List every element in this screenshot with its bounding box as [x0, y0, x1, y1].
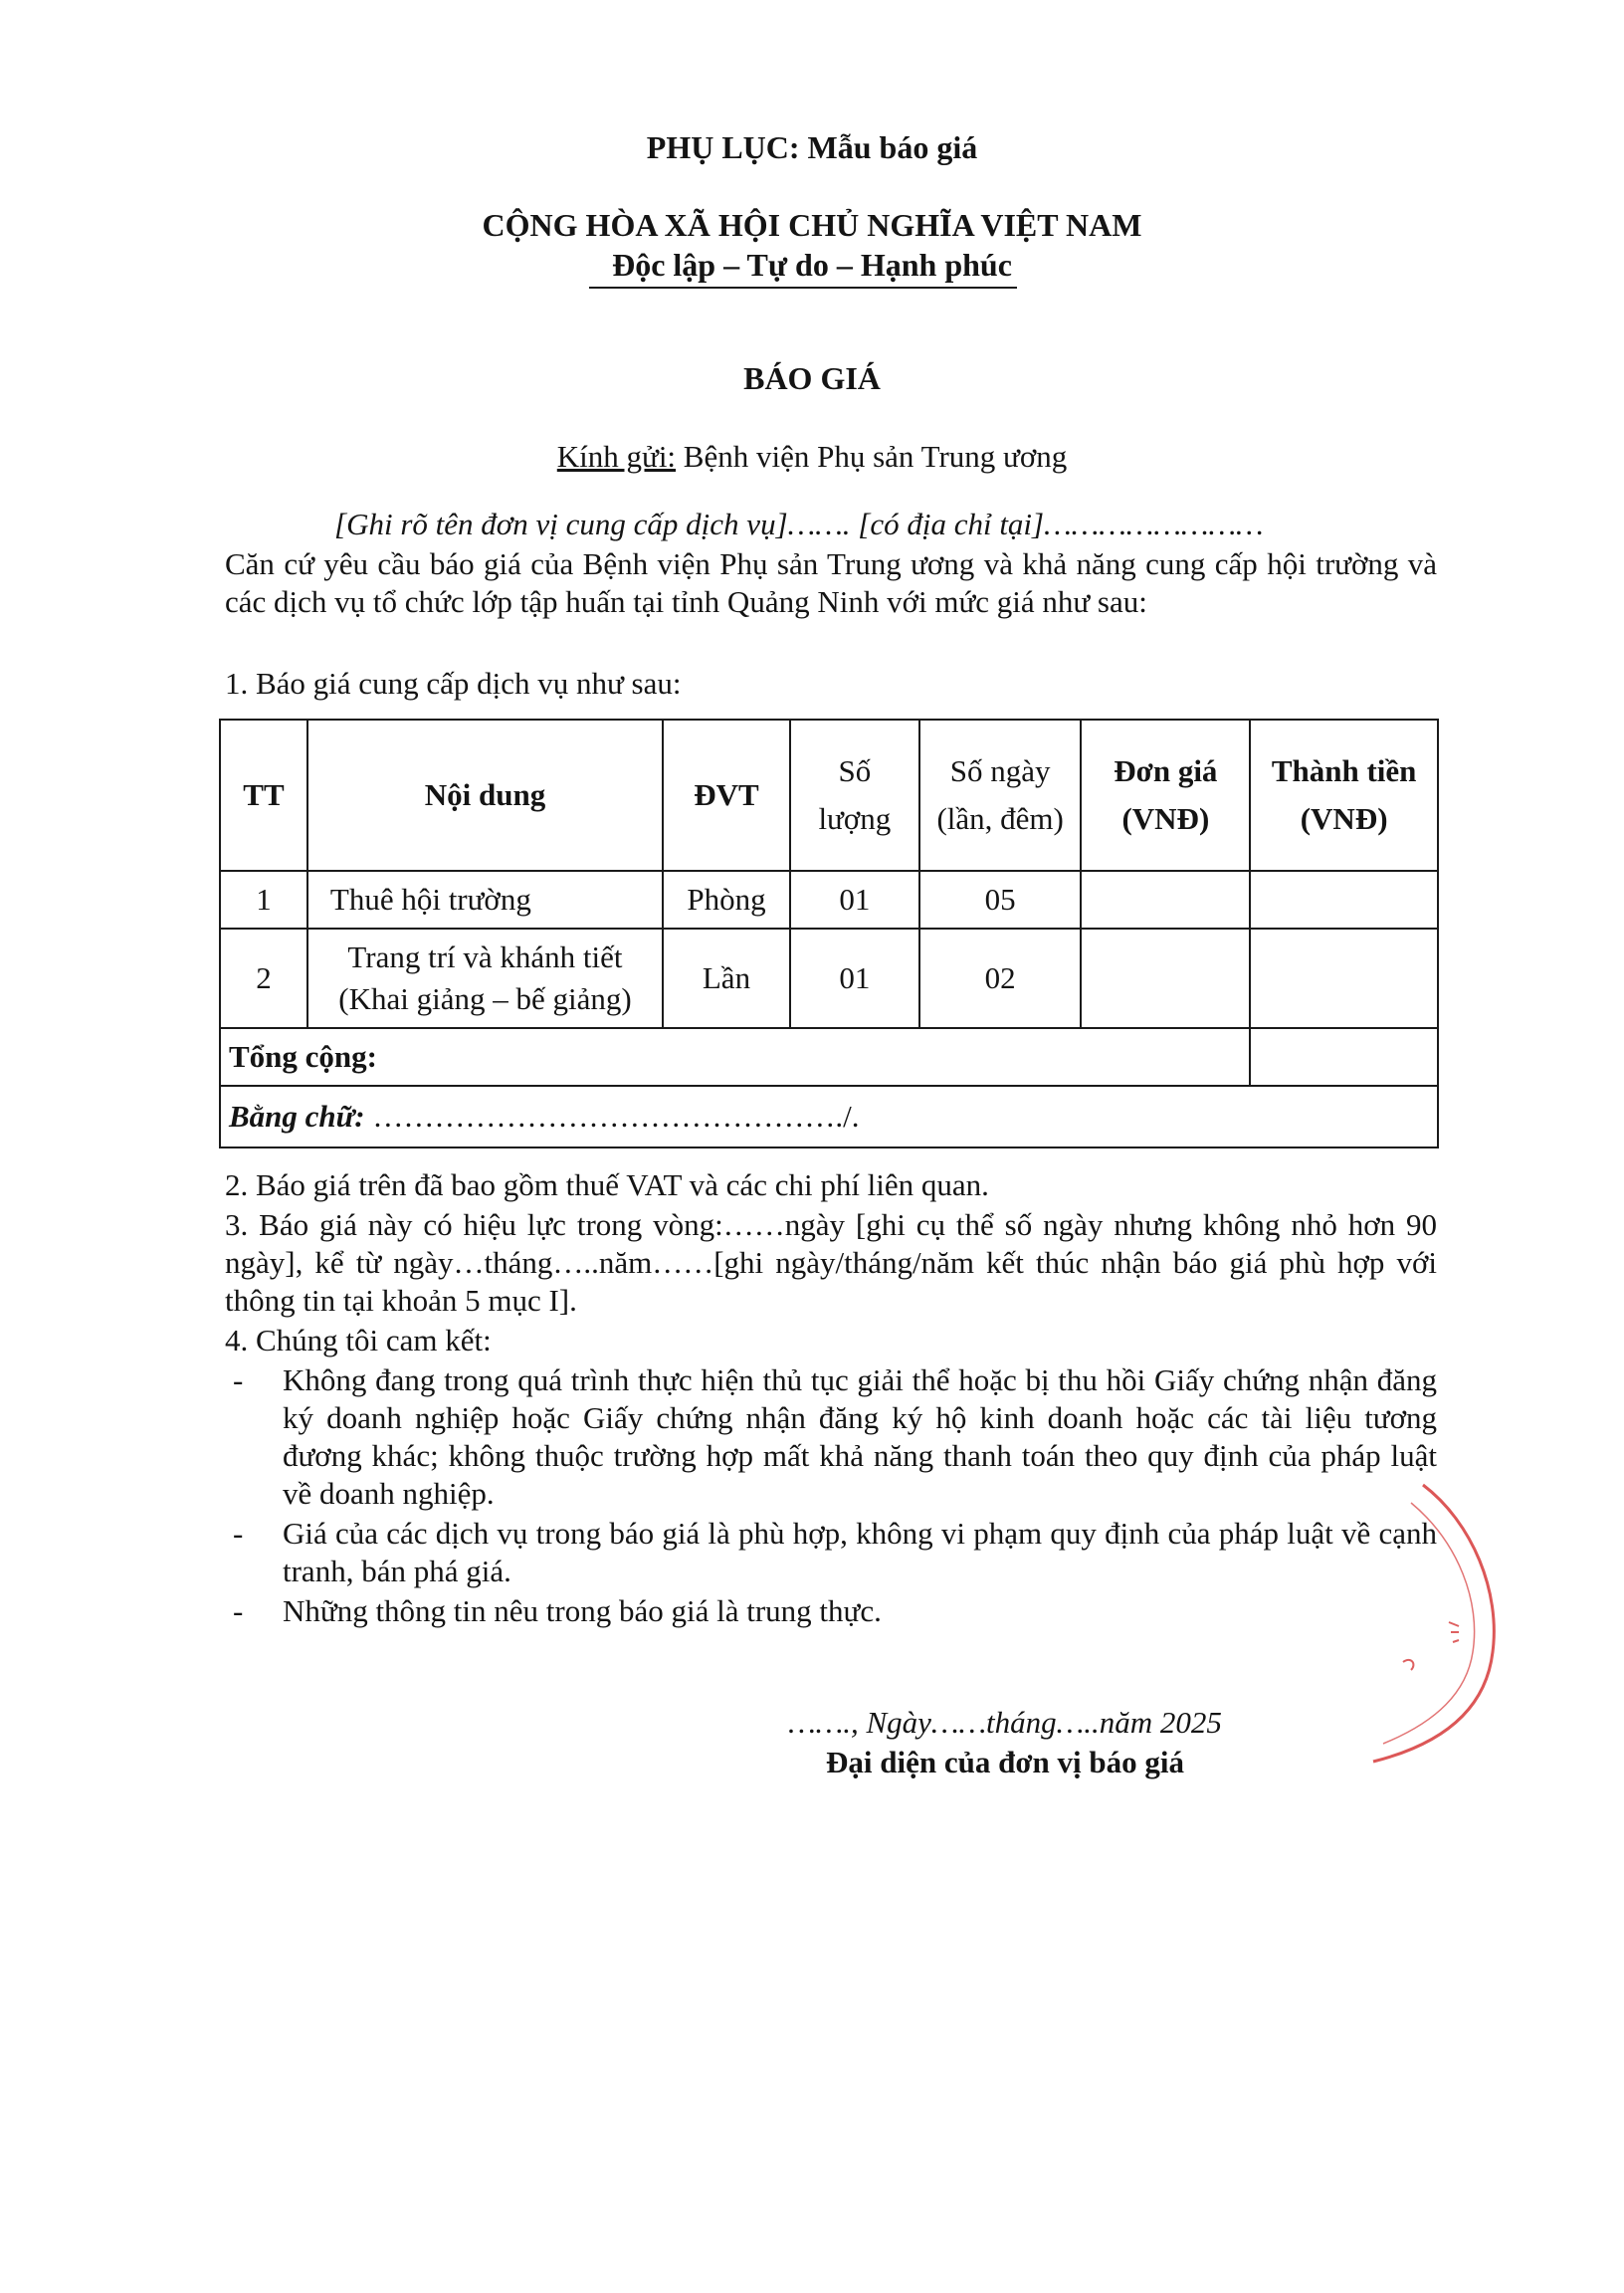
bullet-dash: -: [233, 1516, 244, 1551]
row-2-unit-price: [1081, 929, 1250, 1028]
supplier-placeholder: [Ghi rõ tên đơn vị cung cấp dịch vụ]……. [có địa chỉ tại]……………………: [334, 507, 1264, 541]
signature-title: Đại diện của đơn vị báo giá: [826, 1745, 1184, 1779]
table-total-row: [220, 1028, 1438, 1086]
item-2: 2. Báo giá trên đã bao gồm thuế VAT và các chi phí liên quan.: [225, 1167, 989, 1202]
table-row: [220, 871, 1438, 929]
row-2-tt: 2: [220, 929, 307, 1028]
appendix-title: PHỤ LỤC: Mẫu báo giá: [646, 129, 978, 165]
row-1-tt: 1: [220, 871, 307, 929]
row-2-content: Trang trí và khánh tiết (Khai giảng – bế giảng): [307, 929, 663, 1028]
header-unit: ĐVT: [663, 720, 790, 871]
row-2-days: 02: [919, 929, 1082, 1028]
row-2-qty: 01: [790, 929, 919, 1028]
table-header-row: [220, 720, 1438, 871]
national-title: CỘNG HÒA XÃ HỘI CHỦ NGHĨA VIỆT NAM: [482, 207, 1142, 243]
commitment-2: Giá của các dịch vụ trong báo giá là phù hợp, không vi phạm quy định của pháp luật về cạnh tranh, bán phá giá.: [283, 1516, 1437, 1588]
intro-paragraph: Căn cứ yêu cầu báo giá của Bệnh viện Phụ sản Trung ương và khả năng cung cấp hội trường và các dịch vụ tổ chức lớp tập huấn tại tỉnh Quảng Ninh với mức giá như sau:: [225, 546, 1437, 619]
row-1-qty: 01: [790, 871, 919, 929]
header-quantity: Số lượng: [790, 720, 919, 871]
in-words-value: ………………………………………./.: [372, 1099, 860, 1134]
header-content: Nội dung: [307, 720, 663, 871]
section-1-heading: 1. Báo giá cung cấp dịch vụ như sau:: [225, 666, 682, 701]
commitment-1: Không đang trong quá trình thực hiện thủ tục giải thể hoặc bị thu hồi Giấy chứng nhận đăng ký doanh nghiệp hoặc Giấy chứng nhận đăng ký hộ kinh doanh hoặc các tài liệu tương đương khác; không thuộc trường hợp mất khả năng thanh toán theo quy định của pháp luật về doanh nghiệp.: [283, 1362, 1437, 1511]
total-label: Tổng cộng:: [220, 1028, 1250, 1086]
document-title: BÁO GIÁ: [743, 360, 881, 396]
row-1-unit-price: [1081, 871, 1250, 929]
header-total: Thành tiền (VNĐ): [1250, 720, 1438, 871]
header-unit-price: Đơn giá (VNĐ): [1081, 720, 1250, 871]
header-days: Số ngày (lần, đêm): [919, 720, 1082, 871]
recipient-name: Bệnh viện Phụ sản Trung ương: [683, 439, 1068, 474]
table-row: [220, 929, 1438, 1028]
header-tt: TT: [220, 720, 307, 871]
bullet-dash: -: [233, 1593, 244, 1628]
motto-underline: [589, 287, 1017, 289]
row-2-total: [1250, 929, 1438, 1028]
commitment-3: Những thông tin nêu trong báo giá là trung thực.: [283, 1593, 882, 1628]
national-motto: Độc lập – Tự do – Hạnh phúc: [612, 247, 1012, 283]
item-4: 4. Chúng tôi cam kết:: [225, 1323, 492, 1357]
quotation-table: [219, 719, 1439, 1148]
row-1-total: [1250, 871, 1438, 929]
item-3: 3. Báo giá này có hiệu lực trong vòng:……ngày [ghi cụ thể số ngày nhưng không nhỏ hơn 90 ngày], kể từ ngày…tháng…..năm……[ghi ngày/tháng/năm kết thúc nhận báo giá phù hợp với thông tin tại khoản 5 mục I].: [225, 1207, 1437, 1318]
recipient-label: Kính gửi:: [556, 439, 677, 474]
red-stamp-fragment: [1363, 1483, 1513, 1772]
row-1-content: Thuê hội trường: [307, 871, 663, 929]
signature-date-line: ……., Ngày……tháng…..năm 2025: [788, 1705, 1222, 1740]
row-1-unit: Phòng: [663, 871, 790, 929]
in-words-label: Bằng chữ:: [229, 1099, 365, 1134]
table-in-words-row: [220, 1086, 1438, 1147]
recipient-line: [0, 438, 1624, 476]
row-1-days: 05: [919, 871, 1082, 929]
row-2-unit: Lần: [663, 929, 790, 1028]
bullet-dash: -: [233, 1362, 244, 1397]
in-words-cell: [220, 1086, 1438, 1147]
total-value: [1250, 1028, 1438, 1086]
